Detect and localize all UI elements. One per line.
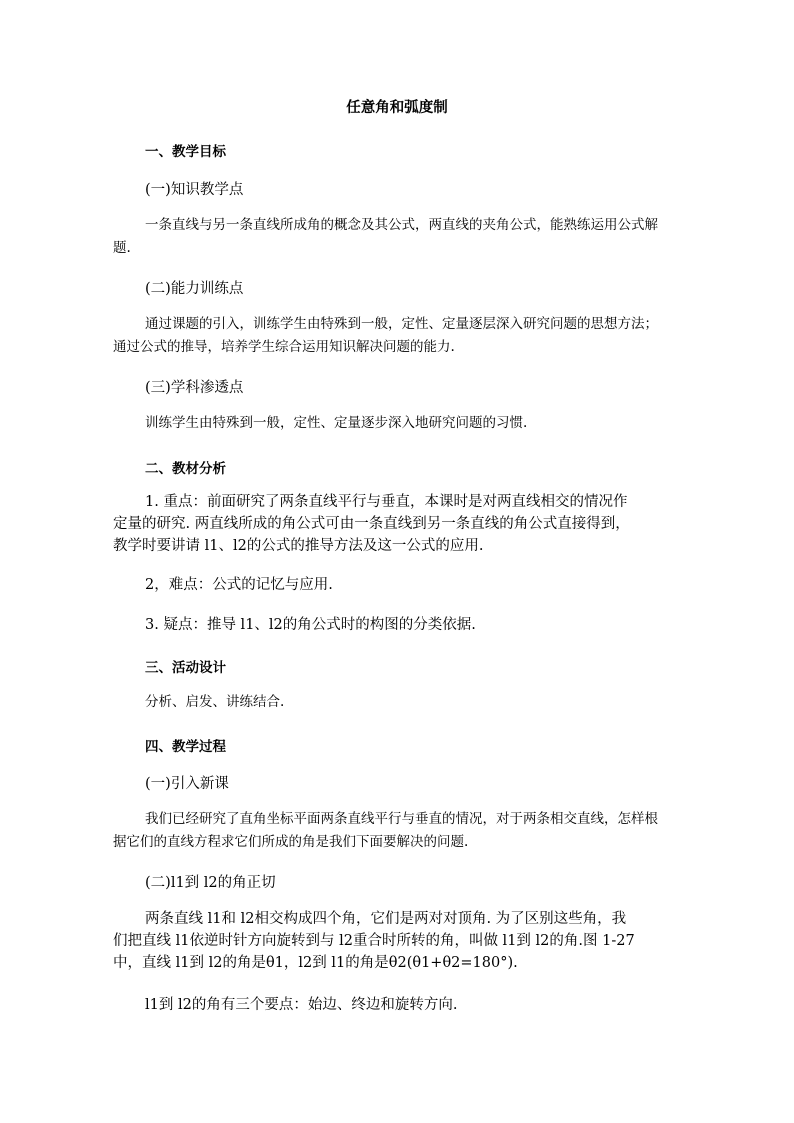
- section-heading-process: 四、教学过程: [145, 739, 226, 755]
- text-line: 两条直线 l1和 l2相交构成四个角，它们是两对对顶角. 为了区别这些角，我: [145, 911, 627, 927]
- text-line: 1. 重点：前面研究了两条直线平行与垂直，本课时是对两直线相交的情况作: [145, 494, 628, 510]
- subheading-intro: (一)引入新课: [145, 776, 229, 792]
- paragraph-intro: [113, 808, 681, 854]
- paragraph-activity: [113, 691, 681, 714]
- section-heading-analysis: 二、教材分析: [145, 461, 226, 477]
- text-line: 分析、启发、讲练结合.: [145, 694, 285, 710]
- subheading-discipline: (三)学科渗透点: [145, 380, 244, 396]
- paragraph-difficulty: [113, 574, 681, 596]
- paragraph-three-points: [113, 994, 681, 1016]
- text-line: 教学时要讲请 l1、l2的公式的推导方法及这一公式的应用.: [113, 538, 484, 554]
- paragraph-key-points: [113, 491, 681, 557]
- text-line: 通过课题的引入，训练学生由特殊到一般，定性、定量逐层深入研究问题的思想方法；: [145, 316, 658, 332]
- text-line: 通过公式的推导，培养学生综合运用知识解决问题的能力.: [113, 339, 455, 355]
- text-line: 题.: [113, 240, 131, 256]
- paragraph-doubt: [113, 614, 681, 636]
- text-line: l1到 l2的角有三个要点：始边、终边和旋转方向.: [145, 997, 458, 1013]
- subheading-knowledge: (一)知识教学点: [145, 182, 244, 198]
- paragraph-knowledge: [113, 214, 681, 260]
- paragraph-discipline: [113, 412, 681, 435]
- subheading-angle-tangent: (二)l1到 l2的角正切: [145, 875, 276, 891]
- text-line: 一条直线与另一条直线所成角的概念及其公式，两直线的夹角公式，能熟练运用公式解: [145, 217, 658, 233]
- text-line: 们把直线 l1依逆时针方向旋转到与 l2重合时所转的角，叫做 l1到 l2的角.图 1-27: [113, 933, 635, 949]
- document-title: 任意角和弧度制: [346, 100, 448, 116]
- text-line: 3. 疑点：推导 l1、l2的角公式时的构图的分类依据.: [145, 617, 476, 633]
- section-heading-goals: 一、教学目标: [145, 144, 226, 160]
- paragraph-ability: [113, 313, 681, 359]
- subheading-ability: (二)能力训练点: [145, 281, 244, 297]
- section-heading-activity: 三、活动设计: [145, 660, 226, 676]
- text-line: 训练学生由特殊到一般，定性、定量逐步深入地研究问题的习惯.: [145, 415, 528, 431]
- text-line: 定量的研究. 两直线所成的角公式可由一条直线到另一条直线的角公式直接得到，: [113, 516, 630, 532]
- paragraph-angle-definition: [113, 908, 681, 974]
- text-line: 据它们的直线方程求它们所成的角是我们下面要解决的问题.: [113, 834, 469, 850]
- text-line: 我们已经研究了直角坐标平面两条直线平行与垂直的情况，对于两条相交直线，怎样根: [145, 811, 658, 827]
- text-line: 2，难点：公式的记忆与应用.: [145, 577, 333, 593]
- text-line: 中，直线 l1到 l2的角是θ1，l2到 l1的角是θ2(θ1+θ2=180°).: [113, 955, 518, 971]
